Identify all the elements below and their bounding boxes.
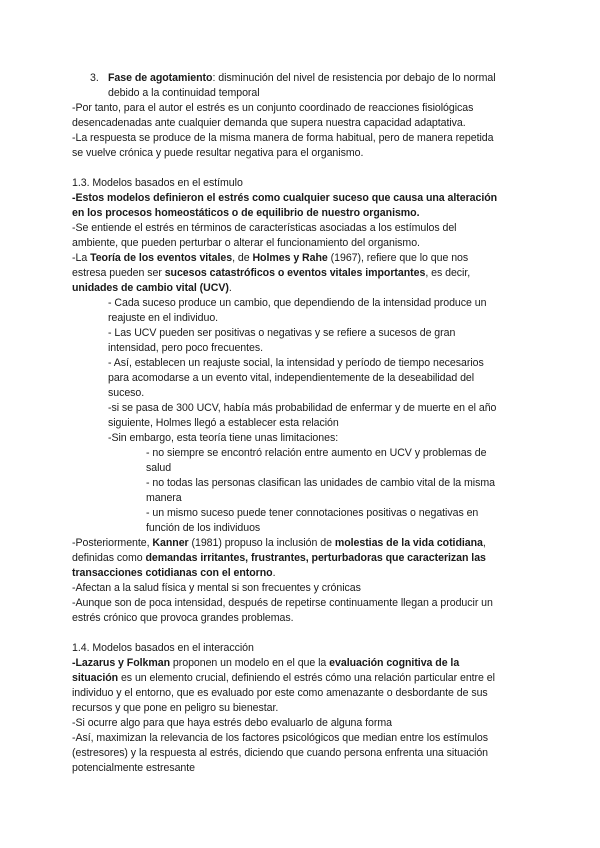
- text-line: (estresores) y la respuesta al estrés, diciendo que cuando persona enfrenta una situación: [72, 747, 489, 759]
- text-line: -Afectan a la salud física y mental si son frecuentes y crónicas: [72, 582, 361, 594]
- text-line: -Así, maximizan la relevancia de los factores psicológicos que median entre los estímulos: [72, 732, 488, 744]
- bold-text: unidades de cambio vital (UCV): [72, 282, 229, 294]
- indented-line: para acomodarse a un evento vital, independientemente de la deseabilidad del: [108, 372, 475, 384]
- bold-text: Holmes y Rahe: [252, 252, 328, 264]
- text-line: individuo y el entorno, que es evaluado por este como amenazante o desbordante de sus: [72, 687, 488, 699]
- text-line: -La respuesta se produce de la misma manera de forma habitual, pero de manera repetida: [72, 132, 494, 144]
- text-span: definidas como: [72, 552, 146, 564]
- text-line: recursos y que pone en peligro su bienestar.: [72, 702, 279, 714]
- text-line: [72, 536, 486, 551]
- text-line: ambiente, que pueden perturbar o alterar el funcionamiento del organismo.: [72, 237, 420, 249]
- indented-line: -si se pasa de 300 UCV, había más probabilidad de enfermar y de muerte en el año: [108, 402, 497, 414]
- text-span: -Posteriormente,: [72, 537, 153, 549]
- indented-line: intensidad, pero poco frecuentes.: [108, 342, 264, 354]
- text-span: (1967), refiere que lo que nos: [327, 252, 469, 264]
- phase3-line: [108, 71, 496, 86]
- text-line: estrés crónico que provoca grandes problemas.: [72, 612, 294, 624]
- bold-text: molestias de la vida cotidiana: [334, 537, 483, 549]
- phase3-line2: debido a la continuidad temporal: [108, 87, 260, 99]
- sub-indented-line: - no todas las personas clasifican las unidades de cambio vital de la misma: [146, 477, 495, 489]
- sub-indented-line: función de los individuos: [146, 522, 261, 534]
- text-span: , de: [232, 252, 253, 264]
- text-line: [72, 566, 275, 581]
- phase3-title: Fase de agotamiento: [108, 72, 213, 84]
- bold-line: [72, 191, 497, 206]
- section-heading: 1.4. Modelos basados en el interacción: [72, 642, 254, 654]
- bold-text: Kanner: [152, 537, 189, 549]
- text-line: [72, 656, 459, 671]
- text-line: [72, 551, 486, 566]
- text-line: potencialmente estresante: [72, 762, 196, 774]
- indented-line: reajuste en el individuo.: [108, 312, 219, 324]
- text-line: [72, 671, 495, 686]
- text-line: se vuelve crónica y puede resultar negativa para el organismo.: [72, 147, 364, 159]
- phase3-text: : disminución del nivel de resistencia por debajo de lo normal: [212, 72, 496, 84]
- text-line: -Si ocurre algo para que haya estrés debo evaluarlo de alguna forma: [72, 717, 392, 729]
- indented-line: siguiente, Holmes llegó a establecer esta relación: [108, 417, 339, 429]
- text-span: -La: [72, 252, 91, 264]
- indented-line: -Sin embargo, esta teoría tiene unas limitaciones:: [108, 432, 339, 444]
- bold-text: transacciones cotidianas con el entorno: [72, 567, 273, 579]
- indented-line: - Las UCV pueden ser positivas o negativas y se refiere a sucesos de gran: [108, 327, 456, 339]
- bold-text: evaluación cognitiva de la: [329, 657, 460, 669]
- list-number: 3.: [90, 72, 99, 84]
- bold-text: situación: [72, 672, 119, 684]
- indented-line: - Cada suceso produce un cambio, que dependiendo de la intensidad produce un: [108, 297, 487, 309]
- sub-indented-line: - un mismo suceso puede tener connotaciones positivas o negativas en: [146, 507, 479, 519]
- sub-indented-line: - no siempre se encontró relación entre aumento en UCV y problemas de: [146, 447, 487, 459]
- text-line: [72, 251, 468, 266]
- text-span: .: [228, 282, 232, 294]
- text-span: (1981) propuso la inclusión de: [188, 537, 335, 549]
- text-span: .: [272, 567, 276, 579]
- bold-text: Teoría de los eventos vitales: [90, 252, 233, 264]
- text-line: -Aunque son de poca intensidad, después de repetirse continuamente llegan a producir un: [72, 597, 493, 609]
- bold-line: [72, 206, 420, 221]
- text-span: proponen un modelo en el que la: [170, 657, 330, 669]
- indented-line: suceso.: [108, 387, 145, 399]
- text-line: -Por tanto, para el autor el estrés es un conjunto coordinado de reacciones fisiológicas: [72, 102, 474, 114]
- text-span: es un elemento crucial, definiendo el estrés cómo una relación particular entre el: [118, 672, 495, 684]
- text-span: , es decir,: [425, 267, 471, 279]
- bold-text: -Estos modelos definieron el estrés como cualquier suceso que causa una alteración: [72, 192, 498, 204]
- bold-text: demandas irritantes, frustrantes, perturbadoras que caracterizan las: [145, 552, 486, 564]
- text-span: estresa pueden ser: [72, 267, 165, 279]
- text-line: desencadenadas ante cualquier demanda que supera nuestra capacidad adaptativa.: [72, 117, 466, 129]
- text-line: -Se entiende el estrés en términos de características asociadas a los estímulos del: [72, 222, 457, 234]
- text-line: [72, 281, 232, 296]
- text-span: ,: [482, 537, 486, 549]
- sub-indented-line: manera: [146, 492, 182, 504]
- bold-text: -Lazarus y Folkman: [72, 657, 171, 669]
- sub-indented-line: salud: [146, 462, 172, 474]
- indented-line: - Así, establecen un reajuste social, la intensidad y período de tiempo necesarios: [108, 357, 484, 369]
- bold-text: en los procesos homeostáticos o de equilibrio de nuestro organismo.: [72, 207, 420, 219]
- section-heading: 1.3. Modelos basados en el estímulo: [72, 177, 243, 189]
- bold-text: sucesos catastróficos o eventos vitales importantes: [164, 267, 426, 279]
- text-line: [72, 266, 470, 281]
